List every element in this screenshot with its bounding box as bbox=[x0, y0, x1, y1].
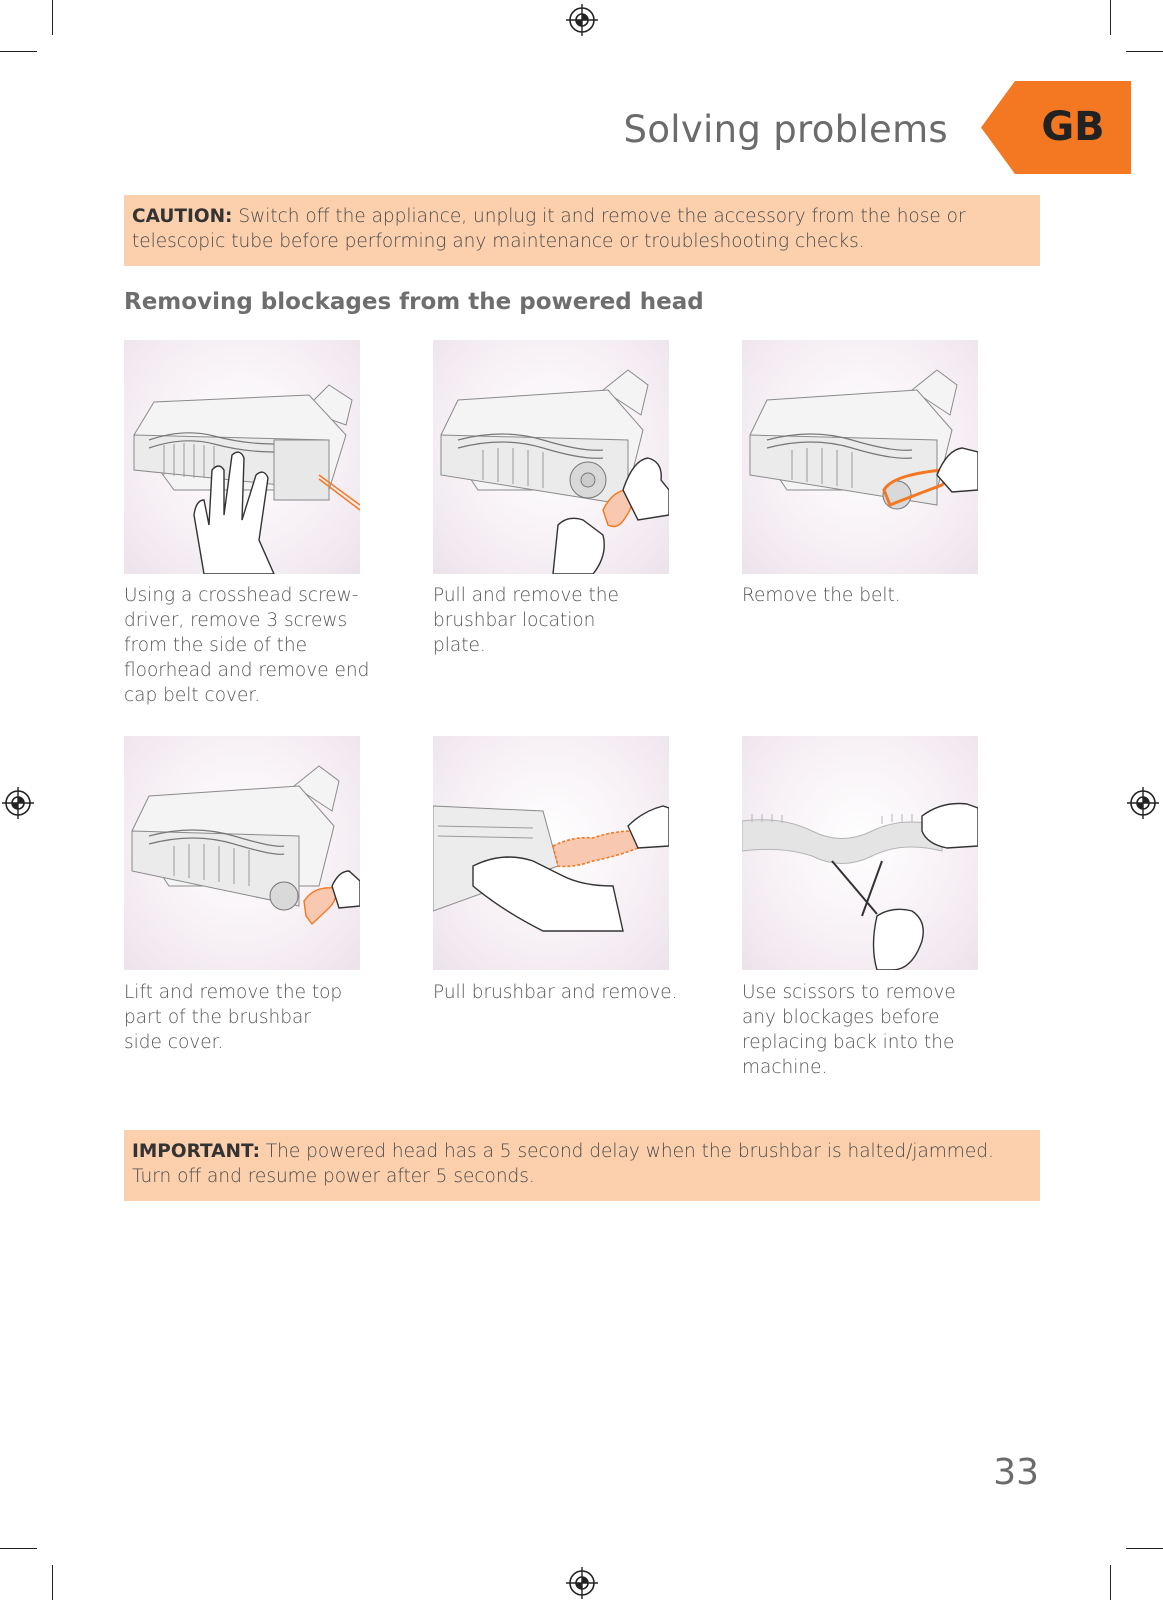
page-number: 33 bbox=[993, 1452, 1039, 1493]
language-tab bbox=[981, 81, 1131, 174]
step-3-caption: Remove the belt. bbox=[742, 585, 901, 606]
step-4-caption: Lift and remove the top part of the brushbar side cover. bbox=[124, 982, 343, 1053]
step-1-illustration bbox=[124, 340, 360, 574]
step-3-illustration bbox=[742, 340, 978, 574]
crop-mark bbox=[1110, 1565, 1111, 1600]
crop-mark bbox=[1126, 51, 1163, 52]
crop-mark bbox=[52, 1565, 53, 1600]
crop-mark bbox=[0, 1548, 37, 1549]
registration-mark-icon bbox=[565, 1566, 599, 1600]
important-text: The powered head has a 5 second delay when the brushbar is halted/jammed. Turn off and resume power after 5 seconds. bbox=[132, 1141, 994, 1187]
page-title: Solving problems bbox=[623, 108, 948, 151]
caution-text: Switch off the appliance, unplug it and remove the accessory from the hose or telescopic tube before performing any maintenance or troubleshooting checks. bbox=[132, 206, 966, 252]
caution-notice bbox=[124, 195, 1040, 266]
step-2-illustration bbox=[433, 340, 669, 574]
step-5-illustration bbox=[433, 736, 669, 970]
crop-mark bbox=[0, 51, 37, 52]
important-keyword: IMPORTANT: bbox=[132, 1141, 260, 1162]
important-notice bbox=[124, 1130, 1040, 1201]
crop-mark bbox=[52, 0, 53, 35]
registration-mark-icon bbox=[1126, 786, 1160, 820]
step-1-caption: Using a crosshead screw-driver, remove 3 screws from the side of the floorhead and remove end cap belt cover. bbox=[124, 585, 370, 706]
registration-mark-icon bbox=[565, 3, 599, 37]
step-5-caption: Pull brushbar and remove. bbox=[433, 982, 678, 1003]
step-6-caption: Use scissors to remove any blockages before replacing back into the machine. bbox=[742, 982, 956, 1078]
step-2-caption: Pull and remove the brushbar location plate. bbox=[433, 585, 619, 656]
registration-mark-icon bbox=[1, 786, 35, 820]
step-4-illustration bbox=[124, 736, 360, 970]
step-6-illustration bbox=[742, 736, 978, 970]
section-heading: Removing blockages from the powered head bbox=[124, 289, 704, 315]
crop-mark bbox=[1110, 0, 1111, 35]
crop-mark bbox=[1126, 1548, 1163, 1549]
caution-keyword: CAUTION: bbox=[132, 206, 233, 227]
language-tab-label: GB bbox=[1041, 104, 1105, 150]
